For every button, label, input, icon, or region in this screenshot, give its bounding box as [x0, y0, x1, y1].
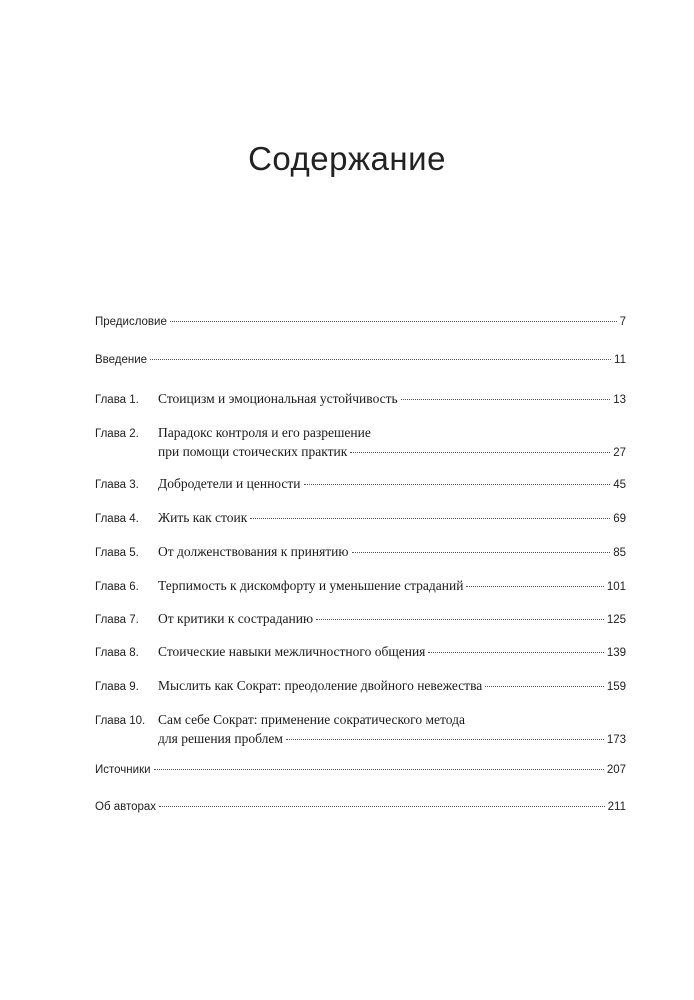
toc-entry-preface[interactable] [95, 314, 626, 331]
toc-entry-chapter-7[interactable] [95, 610, 626, 629]
toc-entry-title: Мыслить как Сократ: преодоление двойного невежества [158, 678, 483, 693]
toc-entry-label: Об авторах [95, 801, 157, 813]
toc-entry-label: Глава 4. [95, 513, 139, 525]
toc-entry-label: Предисловие [95, 316, 167, 328]
dot-leader [159, 806, 605, 807]
dot-leader [428, 652, 603, 653]
toc-entry-label: Глава 3. [95, 479, 139, 491]
toc-entry-chapter-6[interactable] [95, 577, 626, 596]
toc-entry-page: 101 [606, 581, 626, 593]
toc-entry-chapter-5[interactable] [95, 543, 626, 562]
toc-entry-about-authors[interactable] [95, 799, 626, 816]
toc-entry-title: Стоические навыки межличностного общения [158, 644, 426, 659]
toc-entry-page: 125 [606, 614, 626, 626]
toc-entry-label: Глава 6. [95, 581, 139, 593]
page-title: Содержание [248, 140, 446, 177]
dot-leader [286, 739, 604, 740]
toc-entry-label: Введение [95, 354, 148, 366]
dot-leader [401, 399, 611, 400]
toc-entry-title: Терпимость к дискомфорту и уменьшение страданий [158, 578, 464, 593]
toc-entry-chapter-1[interactable] [95, 390, 626, 409]
toc-entry-title-line-2: при помощи стоических практик [158, 444, 348, 459]
toc-entry-label: Глава 5. [95, 547, 139, 559]
dot-leader [250, 518, 610, 519]
toc-entry-label: Источники [95, 764, 151, 776]
dot-leader [150, 359, 611, 360]
toc-entry-label: Глава 9. [95, 681, 139, 693]
dot-leader [304, 484, 611, 485]
toc-entry-chapter-9[interactable] [95, 677, 626, 696]
toc-entry-page: 159 [606, 681, 626, 693]
toc-entry-sources[interactable] [95, 762, 626, 779]
dot-leader [350, 452, 610, 453]
dot-leader [316, 619, 604, 620]
toc-entry-title: Жить как стоик [158, 510, 248, 525]
toc-entry-page: 173 [606, 734, 626, 746]
toc-entry-page: 11 [614, 354, 626, 366]
toc-entry-label: Глава 2. [95, 428, 139, 440]
dot-leader [485, 686, 604, 687]
toc-entry-page: 7 [619, 316, 626, 328]
toc-entry-title: От долженствования к принятию [158, 544, 349, 559]
toc-entry-title: От критики к состраданию [158, 611, 314, 626]
toc-entry-introduction[interactable] [95, 352, 626, 369]
toc-entry-page: 69 [613, 513, 626, 525]
toc-entry-page: 45 [613, 479, 626, 491]
toc-entry-label: Глава 8. [95, 647, 139, 659]
toc-entry-title: Добродетели и ценности [158, 476, 301, 491]
dot-leader [154, 769, 604, 770]
toc-entry-chapter-8[interactable] [95, 643, 626, 662]
table-of-contents [95, 0, 626, 1000]
toc-entry-page: 27 [613, 447, 626, 459]
toc-entry-title-line-1: Сам себе Сократ: применение сократического метода [158, 712, 465, 727]
toc-entry-chapter-10[interactable] [95, 711, 626, 749]
dot-leader [170, 321, 617, 322]
toc-entry-title-line-2: для решения проблем [158, 731, 283, 746]
toc-entry-label: Глава 10. [95, 715, 146, 727]
toc-entry-chapter-3[interactable] [95, 475, 626, 494]
toc-entry-chapter-4[interactable] [95, 509, 626, 528]
dot-leader [352, 552, 611, 553]
toc-entry-page: 139 [606, 647, 626, 659]
toc-entry-label: Глава 7. [95, 614, 139, 626]
toc-entry-page: 85 [613, 547, 626, 559]
toc-entry-title: Стоицизм и эмоциональная устойчивость [158, 391, 398, 406]
toc-entry-label: Глава 1. [95, 394, 139, 406]
toc-entry-title-line-1: Парадокс контроля и его разрешение [158, 425, 371, 440]
toc-entry-page: 211 [607, 801, 626, 813]
toc-entry-chapter-2[interactable] [95, 424, 626, 462]
dot-leader [466, 586, 603, 587]
toc-entry-page: 207 [606, 764, 626, 776]
toc-entry-page: 13 [613, 394, 626, 406]
